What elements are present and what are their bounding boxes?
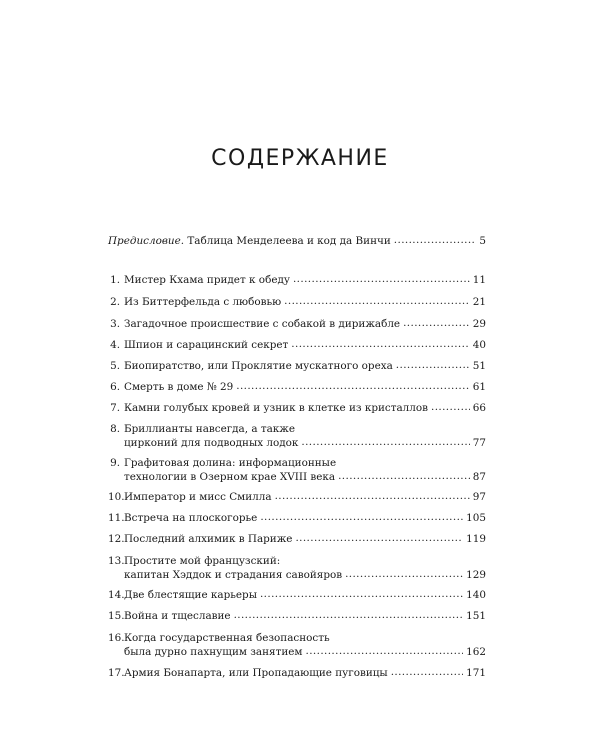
toc-entry [108,338,486,352]
chapter-title: Графитовая долина: информационные [124,457,337,469]
chapter-title: Биопиратство, или Проклятие мускатного ореха [124,360,393,372]
chapter-number: 14. [108,589,125,601]
page-number: 40 [472,339,486,351]
dot-leader [275,489,470,503]
chapter-number: 7. [110,402,120,414]
toc-entry [108,380,486,394]
dot-leader [293,272,470,286]
page-number: 61 [472,381,486,393]
chapter-title: Загадочное происшествие с собакой в дирижабле [124,318,401,330]
toc-line [108,609,486,623]
toc-line [108,511,486,525]
chapter-title: цирконий для подводных лодок [124,437,299,449]
dot-leader [301,435,469,449]
chapter-title: Смерть в доме № 29 [124,381,234,393]
toc-line [108,273,486,287]
toc-entry [108,554,486,582]
chapter-title: Встреча на плоскогорье [124,512,258,524]
toc-line [108,234,486,248]
chapter-title: Шпион и сарацинский секрет [124,339,289,351]
toc-line [108,317,486,331]
page-number: 66 [472,402,486,414]
toc-entry [108,422,486,450]
chapter-title: Бриллианты навсегда, а также [124,423,296,435]
toc-line [108,295,486,309]
chapter-number: 3. [110,318,120,330]
preface-title: Таблица Менделеева и код да Винчи [187,235,391,247]
dot-leader [345,567,463,581]
toc-entry [108,631,486,659]
chapter-number: 8. [110,423,120,435]
toc-line [108,666,486,680]
toc-line [108,338,486,352]
chapter-number: 6. [110,381,120,393]
chapter-title: Последний алхимик в Париже [124,533,293,545]
chapter-number: 10. [108,491,125,503]
toc-entry [108,588,486,602]
toc-line [108,645,486,659]
chapter-title: Две блестящие карьеры [124,589,257,601]
chapter-number: 4. [110,339,120,351]
toc-entry [108,490,486,504]
dot-leader [260,510,463,524]
chapter-number: 16. [108,632,125,644]
toc-line [108,532,486,546]
toc-entry [108,359,486,373]
toc-line [108,470,486,484]
dot-leader [403,316,470,330]
chapter-title: капитан Хэддок и страдания савойяров [124,569,343,581]
toc-entry [108,532,486,546]
dot-leader [260,587,463,601]
chapter-number: 1. [110,274,120,286]
chapter-number: 13. [108,555,125,567]
page-number: 129 [466,569,486,581]
chapter-number: 11. [108,512,125,524]
dot-leader [284,294,470,308]
page-number: 162 [466,646,486,658]
toc-line [108,422,486,436]
page-title: СОДЕРЖАНИЕ [211,146,389,171]
page-number: 51 [472,360,486,372]
chapter-number: 12. [108,533,125,545]
dot-leader [391,665,463,679]
toc-line [108,401,486,415]
chapter-title: Из Биттерфельда с любовью [124,296,282,308]
chapter-title: Когда государственная безопасность [124,632,330,644]
preface-label: Предисловие. [108,235,185,247]
page-number: 87 [472,471,486,483]
toc-line [108,554,486,568]
toc-entry [108,456,486,484]
toc-entry-text [108,234,391,248]
page-number: 21 [472,296,486,308]
toc-line [108,631,486,645]
dot-leader [338,469,470,483]
page-number: 140 [466,589,486,601]
dot-leader [236,379,470,393]
page-number: 77 [472,437,486,449]
dot-leader [291,337,469,351]
page-number: 97 [472,491,486,503]
dot-leader [396,358,470,372]
chapter-title: Простите мой французский: [124,555,281,567]
toc-line [108,490,486,504]
chapter-number: 5. [110,360,120,372]
chapter-number: 9. [110,457,120,469]
dot-leader [431,400,470,414]
chapter-title: была дурно пахнущим занятием [124,646,303,658]
toc-line [108,380,486,394]
page-number: 171 [466,667,486,679]
toc-entry [108,401,486,415]
toc-entry [108,295,486,309]
chapter-number: 15. [108,610,125,622]
toc-entry [108,609,486,623]
dot-leader [394,233,477,247]
page-number: 29 [472,318,486,330]
chapter-title: Камни голубых кровей и узник в клетке из кристаллов [124,402,428,414]
page-number: 119 [466,533,486,545]
page-number: 11 [472,274,486,286]
chapter-title: технологии в Озерном крае XVIII века [124,471,336,483]
chapter-title: Мистер Кхама придет к обеду [124,274,290,286]
toc-entry [108,273,486,287]
toc-line [108,436,486,450]
page-number: 105 [466,512,486,524]
page-number: 5 [479,235,486,247]
chapter-title: Армия Бонапарта, или Пропадающие пуговицы [124,667,388,679]
chapter-title: Император и мисс Смилла [124,491,272,503]
toc-entry [108,666,486,680]
chapter-title: Война и тщеславие [124,610,231,622]
toc-line [108,588,486,602]
toc-entry [108,317,486,331]
dot-leader [234,608,464,622]
toc-line [108,359,486,373]
chapter-number: 2. [110,296,120,308]
dot-leader [295,531,463,545]
toc-line [108,456,486,470]
chapter-number: 17. [108,667,125,679]
toc-line [108,568,486,582]
toc-entry [108,511,486,525]
toc-entry-preface [108,234,486,248]
page-number: 151 [466,610,486,622]
dot-leader [306,644,464,658]
